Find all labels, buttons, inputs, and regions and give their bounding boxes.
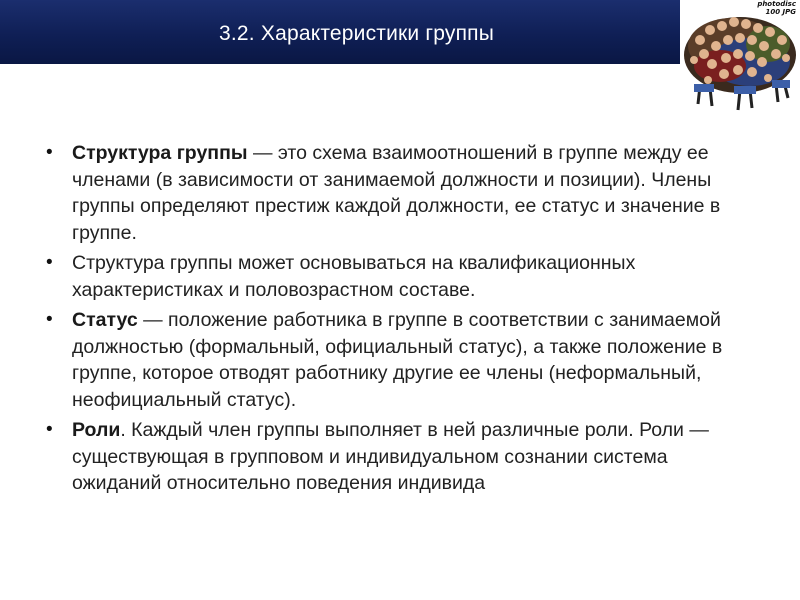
slide-title: 3.2. Характеристики группы [219,22,495,45]
content-area [44,140,724,501]
bullet-text: — положение работника в группе в соответствии с занимаемой должностью (формальный, официальный статус), а также положение в группе, которое отводят работнику другие ее члены (неформальный, неофициальный статус). [72,309,723,411]
bullet-item [44,307,724,413]
bullet-term: Роли [72,419,121,441]
bullet-list [44,140,724,497]
bullet-marker: • [46,419,53,440]
group-photo [680,0,800,118]
bullet-item [44,140,724,246]
bullet-item [44,417,724,497]
crowd-image [680,0,800,118]
bullet-marker: • [46,142,53,163]
bullet-text: Структура группы может основываться на квалификационных характеристиках и половозрастном составе. [72,252,636,301]
bullet-marker: • [46,252,53,273]
title-bar [0,0,680,64]
photo-watermark: photodisc 100 JPG [757,0,796,16]
bullet-term: Статус [72,309,138,331]
bullet-marker: • [46,309,53,330]
bullet-text: . Каждый член группы выполняет в ней различные роли. Роли — существующая в групповом и индивидуальном сознании система ожиданий относительно поведения индивида [72,419,709,494]
bullet-text: — это схема взаимоотношений в группе между ее членами (в зависимости от занимаемой должности и позиции). Члены группы определяют престиж каждой должности, ее статус и значение в группе. [72,142,721,244]
bullet-term: Структура группы [72,142,248,164]
bullet-item [44,250,724,303]
